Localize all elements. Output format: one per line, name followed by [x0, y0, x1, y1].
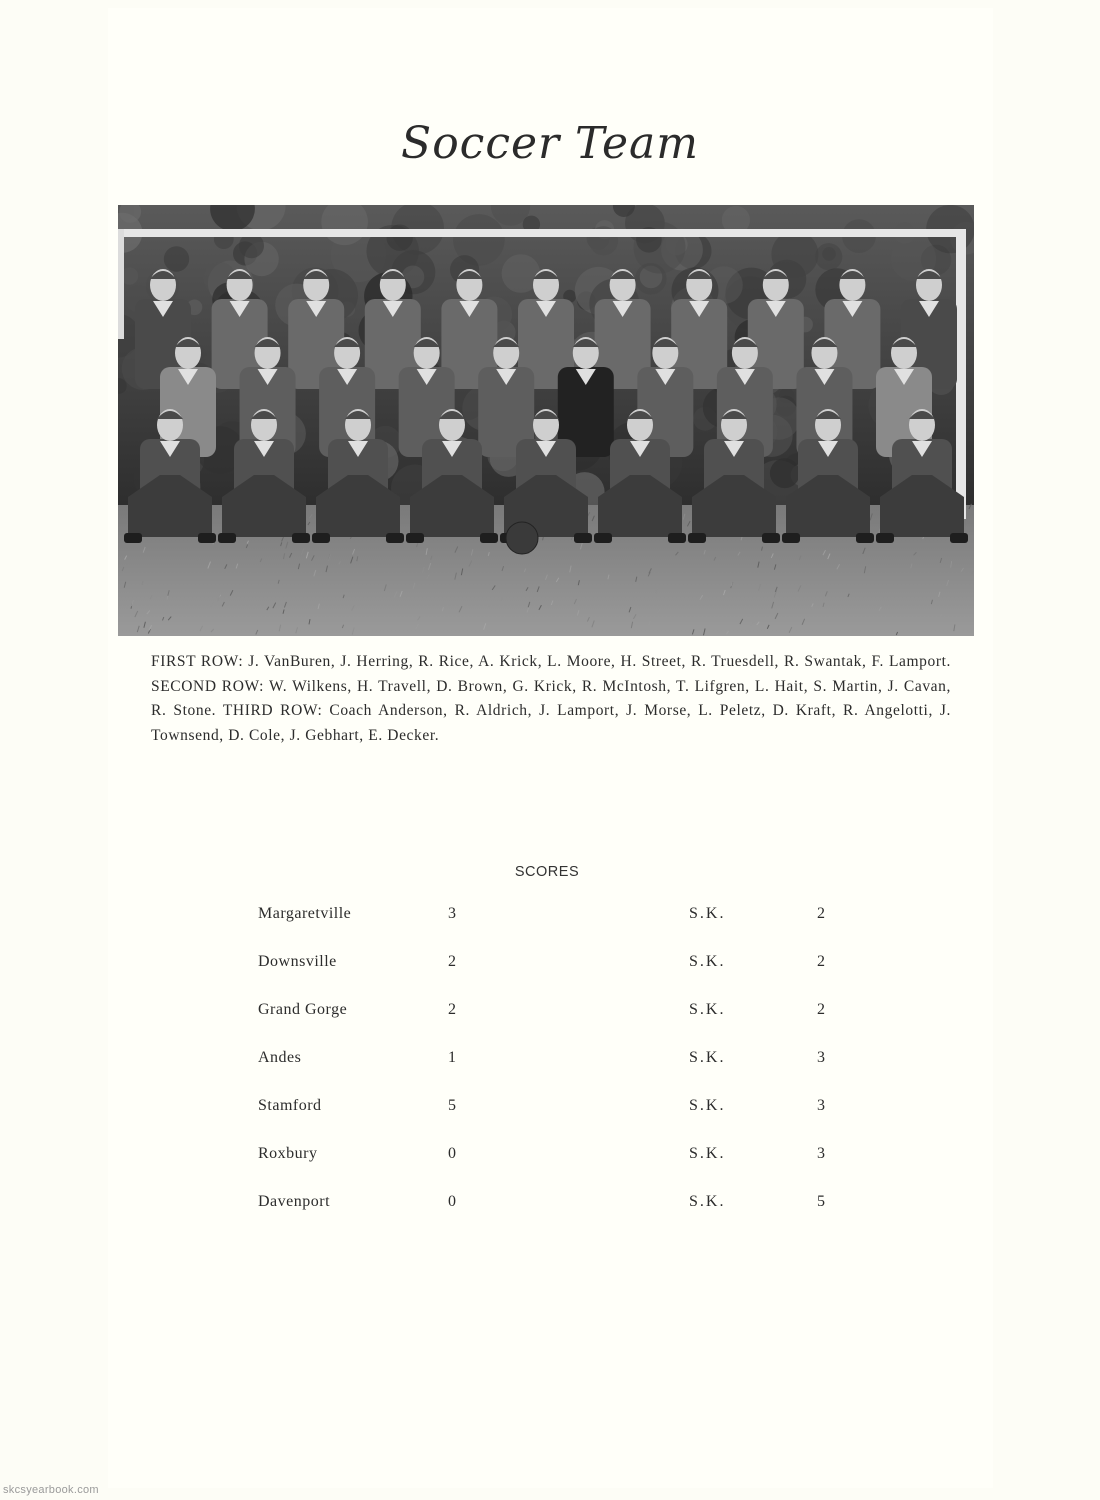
- team-score: 2: [817, 905, 826, 922]
- scores-table: [0, 905, 1100, 1241]
- opponent-score: 1: [448, 1049, 457, 1066]
- team-photo: [118, 205, 974, 636]
- opponent-name: Andes: [258, 1049, 302, 1066]
- opponent-score: 0: [448, 1145, 457, 1162]
- team-name: S.K.: [689, 1049, 726, 1066]
- team-score: 2: [817, 953, 826, 970]
- soccer-ball: [506, 522, 538, 554]
- goal-crossbar: [118, 229, 966, 237]
- scores-heading: SCORES: [514, 864, 580, 880]
- score-row: [0, 1097, 1100, 1145]
- page-title: Soccer Team: [401, 118, 699, 169]
- opponent-name: Downsville: [258, 953, 337, 970]
- opponent-name: Grand Gorge: [258, 1001, 348, 1018]
- team-name: S.K.: [689, 1145, 726, 1162]
- team-name: S.K.: [689, 1097, 726, 1114]
- team-name: S.K.: [689, 905, 726, 922]
- team-score: 5: [817, 1193, 826, 1210]
- team-score: 2: [817, 1001, 826, 1018]
- watermark: skcsyearbook.com: [3, 1484, 99, 1496]
- score-row: [0, 1145, 1100, 1193]
- team-name: S.K.: [689, 953, 726, 970]
- team-score: 3: [817, 1097, 826, 1114]
- team-photo-drawing: [118, 205, 974, 636]
- opponent-name: Roxbury: [258, 1145, 318, 1162]
- opponent-score: 2: [448, 1001, 457, 1018]
- team-score: 3: [817, 1049, 826, 1066]
- team-score: 3: [817, 1145, 826, 1162]
- score-row: [0, 1049, 1100, 1097]
- opponent-name: Davenport: [258, 1193, 331, 1210]
- opponent-score: 5: [448, 1097, 457, 1114]
- score-row: [0, 1193, 1100, 1241]
- team-name: S.K.: [689, 1001, 726, 1018]
- players: [124, 269, 968, 554]
- opponent-score: 2: [448, 953, 457, 970]
- opponent-score: 0: [448, 1193, 457, 1210]
- score-row: [0, 905, 1100, 953]
- opponent-name: Stamford: [258, 1097, 322, 1114]
- goal-post-right: [956, 229, 966, 519]
- team-name: S.K.: [689, 1193, 726, 1210]
- goal-post-left: [118, 229, 124, 339]
- score-row: [0, 953, 1100, 1001]
- opponent-name: Margaretville: [258, 905, 352, 922]
- photo-caption: FIRST ROW: J. VanBuren, J. Herring, R. Rice, A. Krick, L. Moore, H. Street, R. Truesdell, R. Swantak, F. Lamport. SECOND ROW: W. Wilkens, H. Travell, D. Brown, G. Krick, R. McIntosh, T. Lifgren, L. Hait, S. Martin, J. Cavan, R. Stone. THIRD ROW: Coach Anderson, R. Aldrich, J. Lamport, J. Morse, L. Peletz, D. Kraft, R. Angelotti, J. Townsend, D. Cole, J. Gebhart, E. Decker.: [151, 653, 951, 744]
- score-row: [0, 1001, 1100, 1049]
- opponent-score: 3: [448, 905, 457, 922]
